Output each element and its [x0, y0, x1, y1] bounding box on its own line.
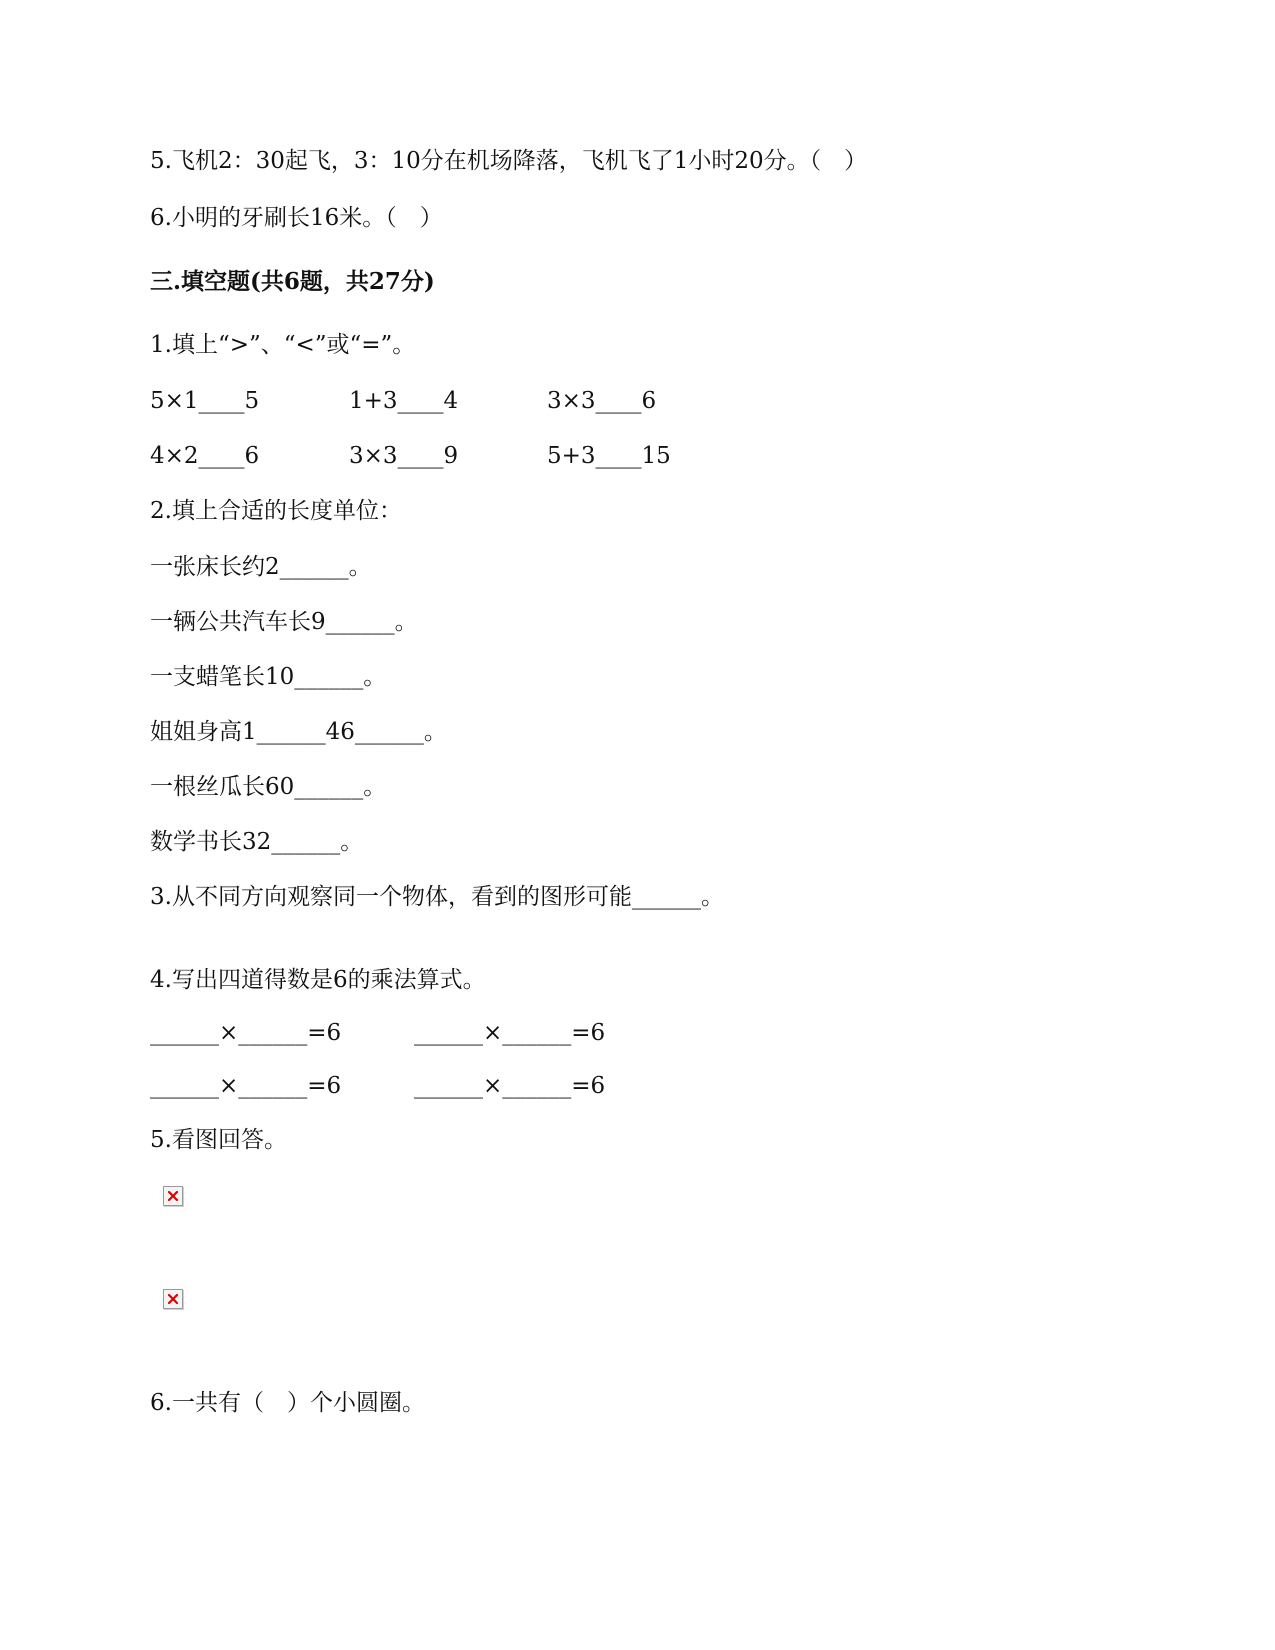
length-unit-item: 一支蜡笔长10______。	[150, 664, 387, 690]
length-unit-item: 姐姐身高1______46______。	[150, 719, 447, 745]
fill-question-6-prompt: 6.一共有（ ）个小圆圈。	[150, 1390, 425, 1416]
length-unit-item: 一张床长约2______。	[150, 554, 372, 580]
compare-item: 5×1____5	[150, 388, 260, 414]
length-unit-item: 一根丝瓜长60______。	[150, 774, 387, 800]
length-unit-item: 一辆公共汽车长9______。	[150, 609, 418, 635]
compare-item: 1+3____4	[349, 388, 459, 414]
fill-question-3-prompt: 3.从不同方向观察同一个物体，看到的图形可能______。	[150, 884, 724, 910]
judge-question-6: 6.小明的牙刷长16米。（ ）	[150, 205, 443, 231]
compare-item: 3×3____6	[547, 388, 657, 414]
compare-item: 3×3____9	[349, 443, 459, 469]
close-icon	[168, 1191, 178, 1201]
multiplication-blank: ______×______=6	[414, 1020, 606, 1046]
fill-question-5-prompt: 5.看图回答。	[150, 1127, 287, 1153]
judge-question-5: 5.飞机2：30起飞，3：10分在机场降落，飞机飞了1小时20分。（ ）	[150, 148, 868, 174]
multiplication-blank: ______×______=6	[150, 1073, 342, 1099]
fill-question-1-prompt: 1.填上“>”、“<”或“=”。	[150, 332, 416, 358]
compare-item: 5+3____15	[547, 443, 671, 469]
broken-image-icon	[163, 1186, 183, 1206]
multiplication-blank: ______×______=6	[150, 1020, 342, 1046]
length-unit-item: 数学书长32______。	[150, 829, 364, 855]
close-icon	[168, 1294, 178, 1304]
fill-question-2-prompt: 2.填上合适的长度单位：	[150, 498, 402, 524]
section-heading: 三.填空题(共6题，共27分)	[150, 268, 435, 295]
fill-question-4-prompt: 4.写出四道得数是6的乘法算式。	[150, 967, 486, 993]
compare-item: 4×2____6	[150, 443, 260, 469]
broken-image-icon	[163, 1289, 183, 1309]
multiplication-blank: ______×______=6	[414, 1073, 606, 1099]
